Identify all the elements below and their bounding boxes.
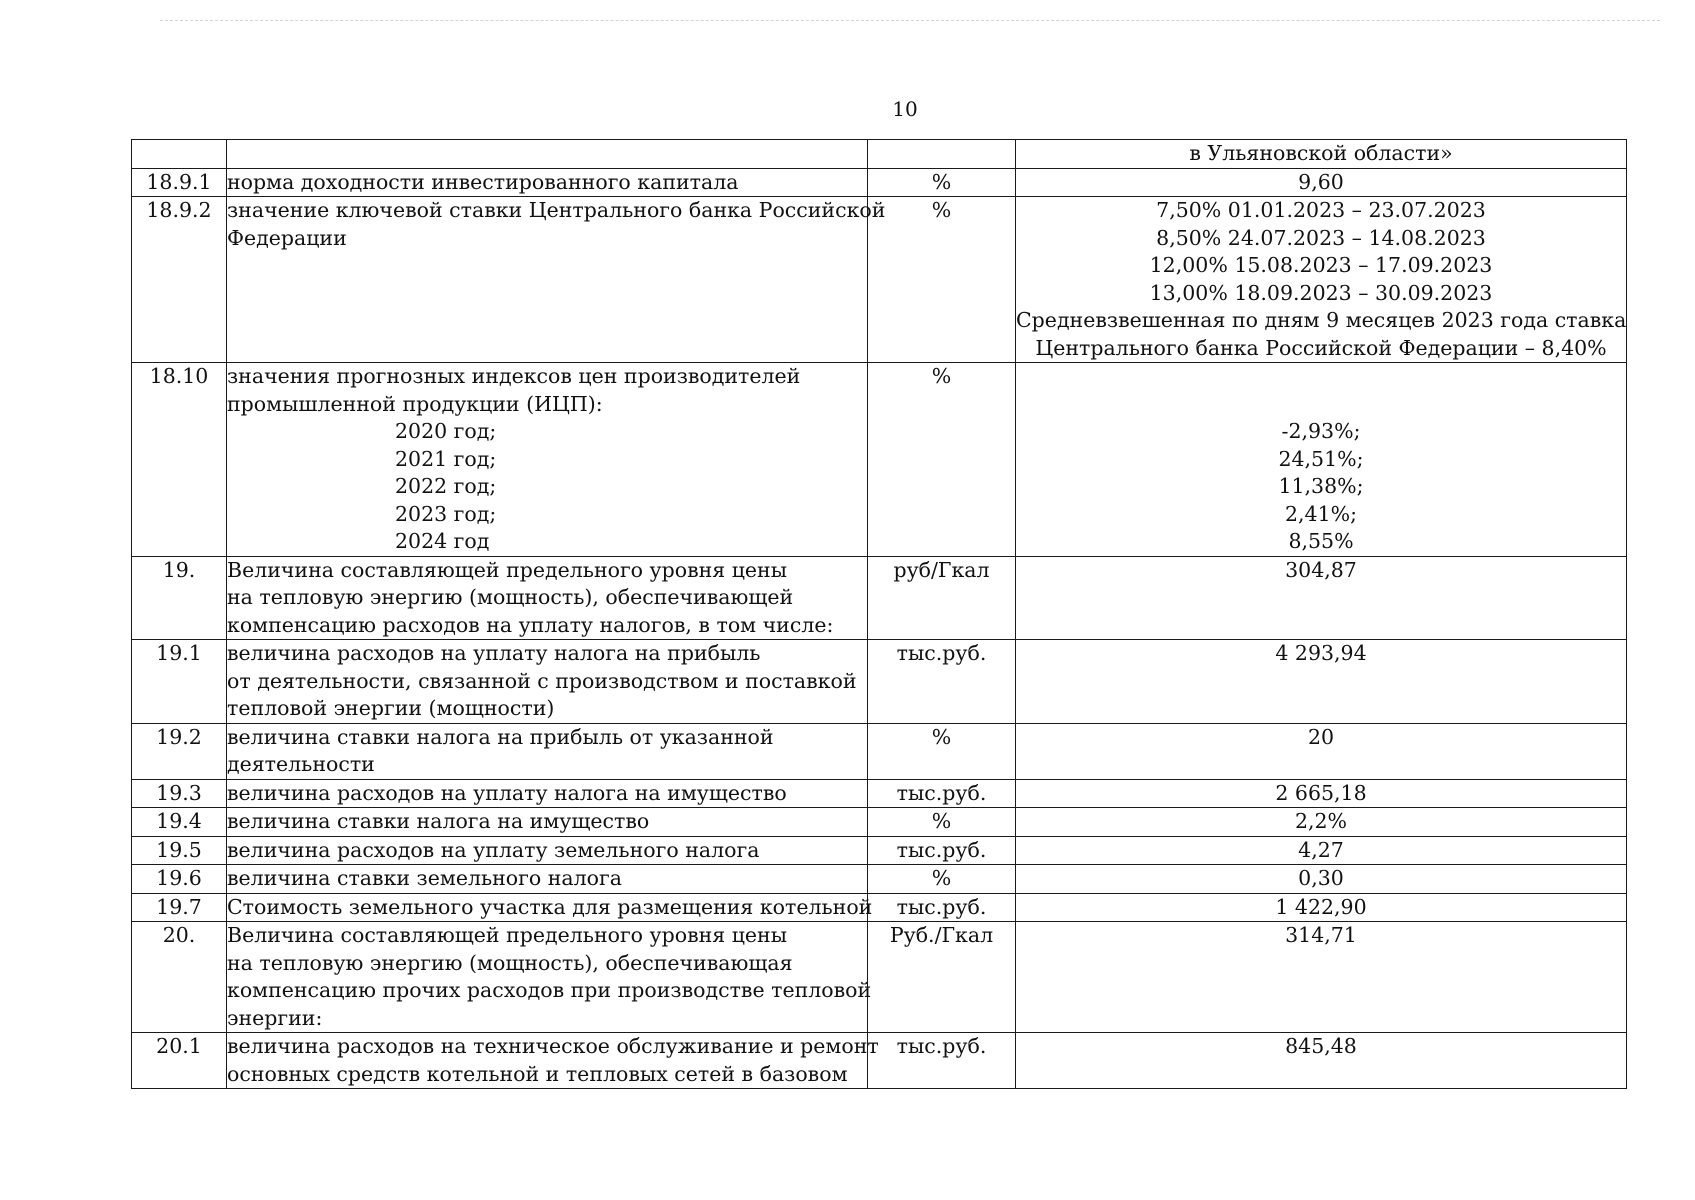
tariff-parameters-table — [131, 139, 1627, 1089]
name-line: компенсацию прочих расходов при производстве тепловой — [227, 978, 872, 1002]
row-name-cell — [227, 556, 868, 640]
row-value-cell — [1016, 893, 1627, 922]
table-row — [132, 197, 1627, 363]
value-line: 8,55% — [1288, 529, 1354, 553]
name-line: от деятельности, связанной с производством и поставкой — [227, 668, 857, 693]
empty-cell — [868, 140, 1016, 169]
value-line: 24,51%; — [1278, 446, 1364, 471]
row-name-cell — [227, 836, 868, 865]
name-line: величина расходов на уплату налога на прибыль — [227, 641, 761, 665]
name-line: тепловой энергии (мощности) — [227, 696, 555, 720]
row-number-cell: 20.1 — [132, 1033, 227, 1089]
row-value-cell — [1016, 723, 1627, 779]
name-line: величина расходов на уплату налога на имущество — [227, 780, 787, 805]
table-row — [132, 556, 1627, 640]
row-value-cell — [1016, 779, 1627, 808]
row-number-cell: 19.2 — [132, 723, 227, 779]
row-name-cell — [227, 1033, 879, 1089]
row-unit-cell: тыс.руб. — [868, 779, 1016, 808]
row-unit-cell: руб/Гкал — [868, 556, 1016, 640]
row-number-cell: 18.10 — [132, 363, 227, 557]
row-unit-cell: тыс.руб. — [868, 1033, 1016, 1089]
value-line: -2,93%; — [1281, 419, 1361, 443]
table-row — [132, 168, 1627, 197]
value-spacer — [1016, 363, 1626, 391]
row-number-cell: 19.4 — [132, 808, 227, 837]
name-line: деятельности — [227, 752, 375, 776]
scan-artifact-line — [160, 20, 1660, 21]
row-value-cell — [1016, 836, 1627, 865]
value-line: Средневзвешенная по дням 9 месяцев 2023 года ставка — [1016, 308, 1627, 332]
row-name-cell — [227, 779, 868, 808]
name-line: норма доходности инвестированного капитала — [227, 169, 739, 194]
empty-cell — [132, 140, 227, 169]
value-line: 0,30 — [1298, 866, 1344, 890]
row-name-cell — [227, 640, 868, 724]
name-line: компенсацию расходов на уплату налогов, в том числе: — [227, 612, 834, 637]
row-unit-cell: % — [868, 363, 1016, 557]
row-value-cell — [1016, 1033, 1627, 1089]
row-name-cell — [227, 808, 868, 837]
name-line: Величина составляющей предельного уровня цены — [227, 557, 788, 582]
name-line: величина ставки налога на прибыль от указанной — [227, 724, 774, 749]
value-line: 20 — [1307, 724, 1335, 749]
row-number-cell: 19.6 — [132, 865, 227, 894]
year-label: 2023 год; — [395, 501, 497, 526]
name-line: основных средств котельной и тепловых сетей в базовом — [227, 1061, 848, 1086]
table-row — [132, 640, 1627, 724]
value-line: 8,50% 24.07.2023 – 14.08.2023 — [1156, 225, 1486, 250]
name-line: на тепловую энергию (мощность), обеспечивающая — [227, 950, 793, 975]
row-number-cell: 19.3 — [132, 779, 227, 808]
row-value-cell — [1016, 363, 1627, 557]
name-line: Стоимость земельного участка для размещения котельной — [227, 894, 873, 919]
row-number-cell: 19.5 — [132, 836, 227, 865]
table-row — [132, 836, 1627, 865]
row-unit-cell: Руб./Гкал — [868, 922, 1016, 1033]
value-spacer — [1016, 391, 1626, 419]
table-row — [132, 363, 1627, 557]
name-line: Федерации — [227, 225, 347, 250]
row-number-cell: 18.9.1 — [132, 168, 227, 197]
value-line: 4 293,94 — [1275, 641, 1367, 665]
row-number-cell: 19.7 — [132, 893, 227, 922]
name-line: величина расходов на техническое обслуживание и ремонт — [227, 1034, 879, 1058]
year-label: 2022 год; — [395, 474, 497, 498]
value-line: 2,2% — [1294, 809, 1348, 833]
row-unit-cell: % — [868, 865, 1016, 894]
row-number-cell: 20. — [132, 922, 227, 1033]
year-label: 2024 год — [395, 529, 490, 553]
row-number-cell: 19. — [132, 556, 227, 640]
value-line: 4,27 — [1298, 837, 1344, 862]
value-line: 1 422,90 — [1275, 894, 1367, 919]
value-line: 2 665,18 — [1275, 780, 1367, 805]
row-unit-cell: % — [868, 723, 1016, 779]
name-line: энергии: — [227, 1005, 323, 1030]
row-unit-cell: % — [868, 168, 1016, 197]
row-name-cell — [227, 865, 868, 894]
row-unit-cell: % — [868, 808, 1016, 837]
row-value-cell — [1016, 808, 1627, 837]
value-line: 9,60 — [1298, 169, 1344, 194]
name-line: величина расходов на уплату земельного налога — [227, 837, 760, 862]
table-row — [132, 1033, 1627, 1089]
table-row — [132, 865, 1627, 894]
row-value-cell — [1016, 556, 1627, 640]
name-line: Величина составляющей предельного уровня цены — [227, 923, 788, 947]
row-unit-cell: % — [868, 197, 1016, 363]
value-line: 845,48 — [1285, 1034, 1357, 1058]
page-number: 10 — [892, 97, 918, 121]
value-line: 7,50% 01.01.2023 – 23.07.2023 — [1156, 198, 1486, 222]
row-unit-cell: тыс.руб. — [868, 893, 1016, 922]
value-line: 11,38%; — [1278, 474, 1364, 498]
name-line: на тепловую энергию (мощность), обеспечивающей — [227, 585, 794, 609]
table-row — [132, 893, 1627, 922]
row-value-cell — [1016, 640, 1627, 724]
table-row — [132, 779, 1627, 808]
empty-cell — [227, 140, 868, 169]
row-value-cell — [1016, 168, 1627, 197]
row-name-cell — [227, 197, 886, 363]
row-unit-cell: тыс.руб. — [868, 640, 1016, 724]
value-line: 304,87 — [1285, 557, 1357, 582]
table-row — [132, 723, 1627, 779]
value-line: 12,00% 15.08.2023 – 17.09.2023 — [1149, 253, 1493, 277]
row-name-cell — [227, 922, 872, 1033]
row-value-cell — [1016, 197, 1627, 363]
row-value-cell — [1016, 865, 1627, 894]
row-unit-cell: тыс.руб. — [868, 836, 1016, 865]
continuation-value-cell: в Ульяновской области» — [1016, 140, 1627, 169]
table-row — [132, 808, 1627, 837]
name-line: значения прогнозных индексов цен производителей — [227, 364, 801, 388]
year-label: 2020 год; — [395, 419, 497, 443]
row-name-cell — [227, 168, 868, 197]
table-row — [132, 922, 1627, 1033]
row-number-cell: 19.1 — [132, 640, 227, 724]
name-line: величина ставки налога на имущество — [227, 809, 650, 833]
row-name-cell — [227, 893, 873, 922]
value-line: 2,41%; — [1284, 501, 1358, 526]
table-continuation-row — [132, 140, 1627, 169]
year-label: 2021 год; — [395, 446, 497, 471]
value-line: Центрального банка Российской Федерации – 8,40% — [1035, 335, 1607, 360]
value-line: 314,71 — [1285, 923, 1357, 947]
row-number-cell: 18.9.2 — [132, 197, 227, 363]
value-line: 13,00% 18.09.2023 – 30.09.2023 — [1149, 280, 1493, 305]
row-name-cell — [227, 363, 868, 557]
row-name-cell — [227, 723, 868, 779]
name-line: значение ключевой ставки Центрального банка Российской — [227, 198, 886, 222]
name-line: величина ставки земельного налога — [227, 866, 622, 890]
name-line: промышленной продукции (ИЦП): — [227, 391, 603, 416]
row-value-cell — [1016, 922, 1627, 1033]
